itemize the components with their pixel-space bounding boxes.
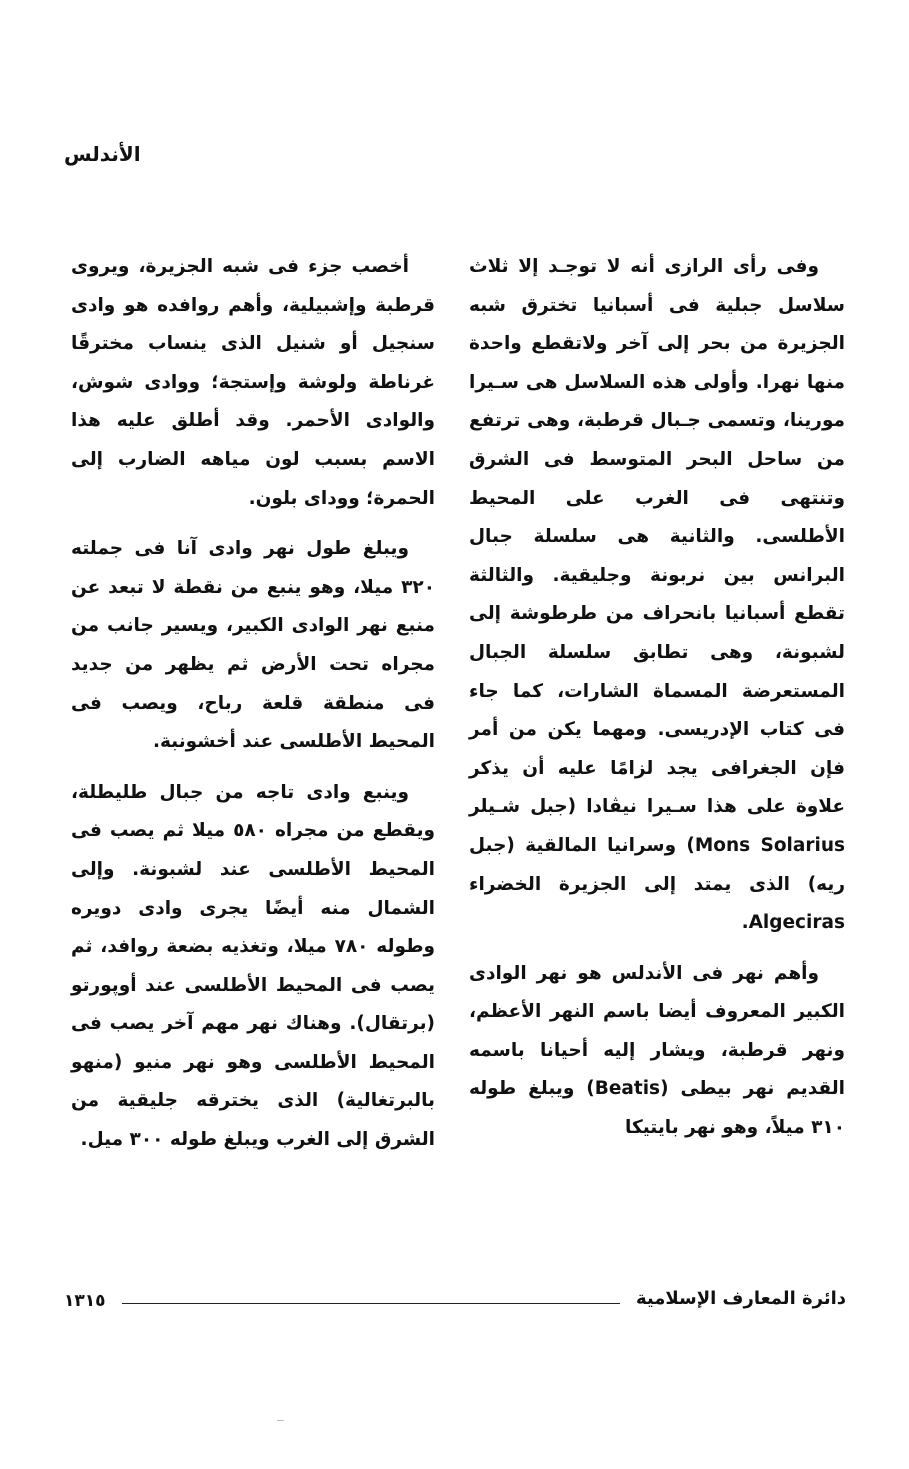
- scan-speck: [277, 1420, 284, 1421]
- footer-divider: [122, 1303, 620, 1304]
- paragraph: وفى رأى الرازى أنه لا توجـد إلا ثلاث سلاسل جبلية فى أسبانيا تخترق شبه الجزيرة من بحر إلى آخر ولاتقطع واحدة منها نهرا. وأولى هذه السلاسل هى سـيرا مورينا، وتسمى جـبال قرطبة، وهى ترتفع من ساحل البحر المتوسط فى الشرق وتنتهى فى الغرب على المحيط الأطلسى. والثانية هى سلسلة جبال البرانس بين نربونة وجليقية. والثالثة تقطع أسبانيا بانحراف من طرطوشة إلى لشبونة، وهى تطابق سلسلة الجبال المستعرضة المسماة الشارات، كما جاء فى كتاب الإدريسى. ومهما يكن من أمر فإن الجغرافى يجد لزامًا عليه أن يذكر علاوة على هذا سـيرا نيڤادا (جبل شـيلر Mons Solarius) وسرانيا المالقية (جبل ريه) الذى يمتد إلى الجزيرة الخضراء Algeciras.: [469, 256, 846, 934]
- page-number: ١٣١٥: [64, 1291, 106, 1311]
- running-title: الأندلس: [64, 142, 141, 166]
- page-footer: [64, 1288, 846, 1318]
- paragraph: وأهم نهر فى الأندلس هو نهر الوادى الكبير المعروف أيضا باسم النهر الأعظم، ونهر قرطبة، ويشار إليه أحيانا باسمه القديم نهر بيطى (Beatis) ويبلغ طوله ٣١٠ ميلاً، وهو نهر بايتيكا: [469, 962, 845, 1139]
- paragraph: أخصب جزء فى شبه الجزيرة، ويروى قرطبة وإشبيلية، وأهم روافده هو وادى سنجيل أو شنيل الذى ينساب مخترقًا غرناطة ولوشة وإستجة؛ ووادى شوش، والوادى الأحمر. وقد أطلق عليه هذا الاسم بسبب لون مياهه الضارب إلى الحمرة؛ وودای بلون.: [71, 256, 435, 509]
- right-column: [469, 248, 845, 1148]
- left-column: [71, 248, 435, 1160]
- paragraph: ويبلغ طول نهر وادى آنا فى جملته ٣٢٠ ميلا، وهو ينبع من نقطة لا تبعد عن منبع نهر الوادى الكبير، ويسير جانب من مجراه تحت الأرض ثم يظهر من جديد فى منطقة قلعة رباح، ويصب فى المحيط الأطلسى عند أخشونبة.: [71, 538, 435, 753]
- paragraph: وينبع وادى تاجه من جبال طليطلة، ويقطع من مجراه ٥٨٠ ميلا ثم يصب فى المحيط الأطلسى عند لشبونة. وإلى الشمال منه أيضًا يجرى وادى دويره وطوله ٧٨٠ ميلا، وتغذيه بضعة روافد، ثم يصب فى المحيط الأطلسى عند أوپورتو (برتقال). وهناك نهر مهم آخر يصب فى المحيط الأطلسى وهو نهر منيو (منهو بالبرتغالية) الذى يخترقه جليقية من الشرق إلى الغرب ويبلغ طوله ٣٠٠ ميل.: [71, 781, 436, 1151]
- publication-title: دائرة المعارف الإسلامية: [635, 1288, 846, 1309]
